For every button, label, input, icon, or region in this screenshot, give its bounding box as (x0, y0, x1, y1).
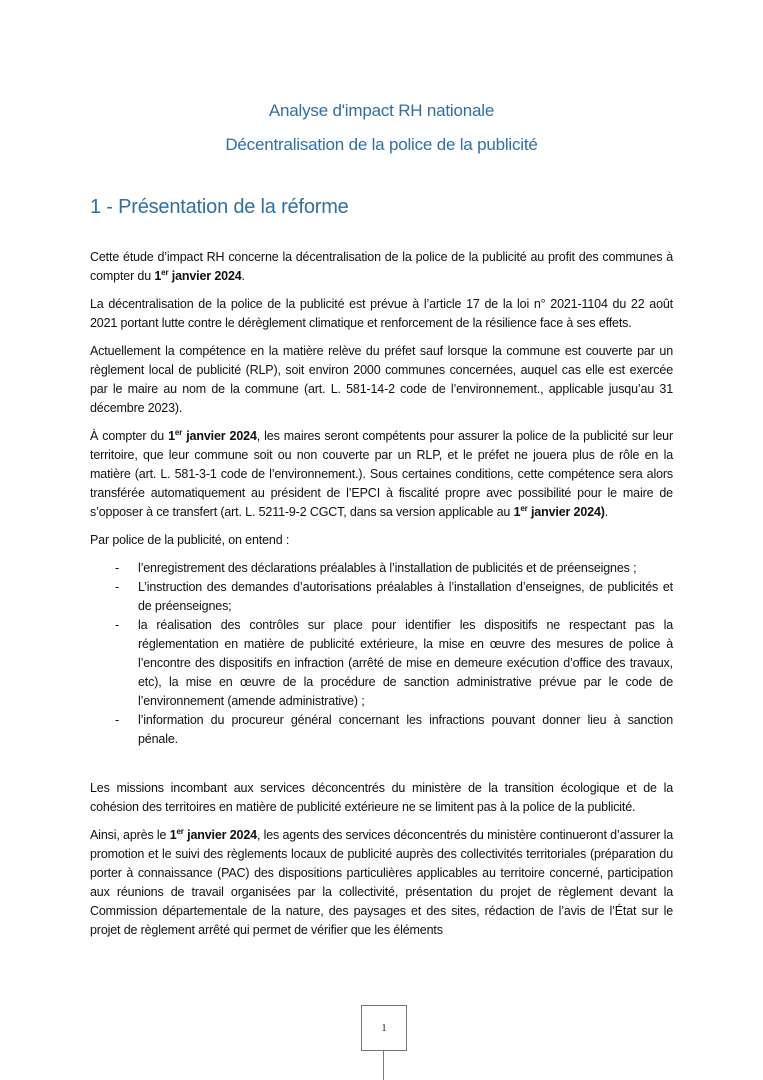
footer-line (383, 1050, 384, 1080)
bullet-marker: - (115, 561, 120, 575)
document-title: Analyse d'impact RH nationale (268, 101, 495, 120)
document-subtitle: Décentralisation de la police de la publicité (225, 135, 538, 154)
paragraph-1: Cette étude d’impact RH concerne la décentralisation de la police de la publicité au profit des communes à compter du 1er janvier 2024. (90, 250, 673, 283)
page-number-text: 1 (381, 1022, 387, 1034)
paragraph-6: Les missions incombant aux services déconcentrés du ministère de la transition écologique et de la cohésion des territoires en matière de publicité extérieure ne se limitent pas à la police de la publicité. (90, 781, 673, 814)
date-text: 1er janvier 2024 (168, 428, 257, 443)
bullet-marker: - (115, 618, 120, 632)
section-heading: 1 - Présentation de la réforme (90, 196, 349, 218)
paragraph-7: Ainsi, après le 1er janvier 2024, les agents des services déconcentrés du ministère continueront d’assurer la promotion et le suivi des règlements locaux de publicité auprès des collectivités territoriales (préparation du porter à connaissance (PAC) des dispositions particulières applicables au territoire concerné, participation aux réunions de travail organisées par la collectivité, présentation du projet de règlement devant la Commission départementale de la nature, des paysages et des sites, rédaction de l’avis de l’État sur le projet de règlement arrêté qui permet de vérifier que les éléments (90, 827, 673, 937)
paragraph-2: La décentralisation de la police de la publicité est prévue à l’article 17 de la loi n° 2021-1104 du 22 août 2021 portant lutte contre le dérèglement climatique et renforcement de la résilience face à ses effets. (90, 297, 673, 330)
bullet-marker: - (115, 713, 120, 727)
date-text: 1er janvier 2024 (154, 268, 242, 283)
paragraph-3: Actuellement la compétence en la matière relève du préfet sauf lorsque la commune est couverte par un règlement local de publicité (RLP), soit environ 2000 communes concernées, auquel cas elle est exercée par le maire au nom de la commune (art. L. 581-14-2 code de l’environnement., applicable jusqu’au 31 décembre 2023). (90, 344, 673, 415)
bullet-list (90, 559, 673, 749)
paragraph-5: Par police de la publicité, on entend : (90, 533, 290, 547)
paragraph-text: Cette étude d’impact RH concerne la décentralisation de la police de la publicité au profit des communes à compter du (90, 250, 673, 283)
list-item: - la réalisation des contrôles sur place pour identifier les dispositifs ne respectant pas la réglementation en matière de publicité extérieure, la mise en œuvre des mesures de police à l’encontre des dispositifs en infraction (arrêté de mise en demeure exécution d’office des travaux, etc), la mise en œuvre de la procédure de sanction administrative prévue par le code de l’environnement (amende administrative) ; (115, 618, 673, 708)
list-item: - l’information du procureur général concernant les infractions pouvant donner lieu à sanction pénale. (115, 713, 673, 746)
paragraph-4: À compter du 1er janvier 2024, les maires seront compétents pour assurer la police de la publicité sur leur territoire, que leur commune soit ou non couverte par un RLP, et le préfet ne jouera plus de rôle en la matière (art. L. 581-3-1 code de l’environnement.). Sous certaines conditions, cette compétence sera alors transférée automatiquement au président de l’EPCI à fiscalité propre avec possibilité pour le maire de s’opposer à ce transfert (art. L. 5211-9-2 CGCT, dans sa version applicable au 1er janvier 2024). (90, 428, 673, 519)
list-item: - L’instruction des demandes d’autorisations préalables à l’installation d’enseignes, de publicités et de préenseignes; (115, 580, 673, 613)
date-text: 1er janvier 2024 (169, 827, 257, 842)
bullet-marker: - (115, 580, 120, 594)
document-body (90, 248, 673, 949)
date-text: 1er janvier 2024) (513, 504, 605, 519)
list-item: - l’enregistrement des déclarations préalables à l’installation de publicités et de préenseignes ; (90, 559, 673, 578)
page-number (361, 1005, 407, 1051)
